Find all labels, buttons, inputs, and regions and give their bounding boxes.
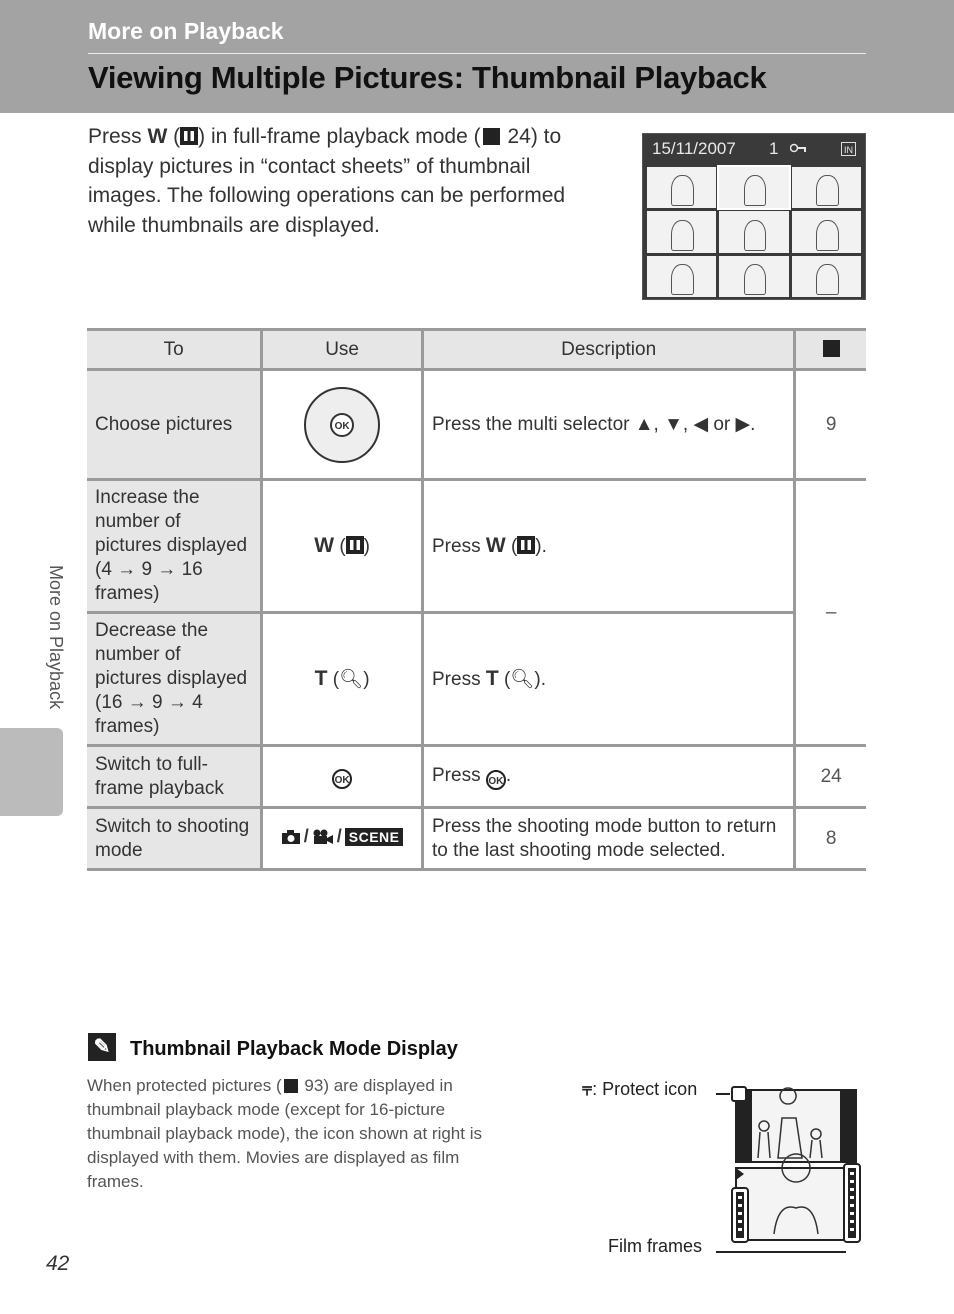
thumbnail-cell: [719, 211, 788, 252]
col-header-use: Use: [262, 330, 423, 370]
row-use: [262, 746, 423, 808]
thumbnail-grid: [647, 167, 861, 297]
zoom-in-key: T: [485, 666, 499, 690]
screen-frame-count: 1: [769, 139, 779, 158]
protect-icon: ⫧: [582, 1079, 593, 1099]
thumbnail-screen-illustration: [642, 133, 866, 300]
zoom-out-key: W: [314, 534, 335, 557]
ok-button-icon: OK: [330, 413, 354, 437]
ok-button-icon: OK: [486, 770, 506, 790]
page-reference-icon: [823, 340, 840, 357]
row-description: Press T (🔍︎).: [423, 613, 795, 746]
screen-date: 15/11/2007: [652, 139, 736, 158]
protect-film-diagram: [716, 1084, 862, 1256]
row-use: T (🔍︎): [262, 613, 423, 746]
row-description: Press the shooting mode button to return to the last shooting mode selected.: [423, 808, 795, 870]
page-number: 42: [46, 1252, 70, 1275]
magnify-icon: 🔍︎: [339, 669, 364, 690]
table-row: [87, 480, 866, 613]
movie-camera-icon: [312, 829, 334, 845]
protect-key-icon: [790, 142, 810, 154]
intro-text-2: in full-frame playback mode (: [205, 125, 481, 148]
thumbnail-cell: [719, 256, 788, 297]
thumbnail-cell: [719, 167, 788, 208]
thumbnail-icon: [517, 536, 535, 554]
row-page: –: [795, 480, 866, 746]
thumbnail-cell: [792, 256, 861, 297]
film-frames-label: Film frames: [608, 1236, 702, 1256]
zoom-out-key: W: [485, 533, 506, 557]
table-row: [87, 613, 866, 746]
zoom-out-key: W: [147, 125, 168, 148]
shooting-mode-icons: / / SCENE: [281, 826, 404, 847]
row-use: [262, 370, 423, 480]
camera-icon: [281, 829, 301, 845]
table-row: [87, 808, 866, 870]
intro-text-3: ) to display pictures in “contact sheets” of thumbnail images. The following operations can be performed while thumbnails are displayed.: [88, 125, 566, 237]
section-title: More on Playback: [88, 18, 284, 44]
row-to: Switch to full-frame playback: [87, 746, 262, 808]
zoom-in-key: T: [314, 667, 328, 690]
page-title: Viewing Multiple Pictures: Thumbnail Playback: [88, 60, 767, 95]
intro-paragraph: Press W ( ) in full-frame playback mode ( 24) to display pictures in “contact sheets” of thumbnail images. The following operations can be performed while thumbnails are displayed.: [88, 125, 566, 237]
scene-icon: SCENE: [345, 828, 404, 846]
note-body: When protected pictures ( 93) are displayed in thumbnail playback mode (except for 16-picture thumbnail playback mode), the icon shown at right is displayed with them. Movies are displayed as film frames.: [87, 1076, 482, 1191]
thumbnail-cell: [647, 167, 716, 208]
row-use: [262, 808, 423, 870]
thumbnail-icon: [346, 536, 364, 554]
row-use: W ( ): [262, 480, 423, 613]
page-reference-icon: [284, 1079, 298, 1093]
col-header-page-ref: [795, 330, 866, 370]
thumbnail-icon: [180, 127, 198, 145]
thumbnail-cell: [647, 211, 716, 252]
col-header-to: To: [87, 330, 262, 370]
row-page: 9: [795, 370, 866, 480]
thumbnail-cell: [647, 256, 716, 297]
note-pencil-icon: ✎: [88, 1033, 116, 1061]
row-description: Press the multi selector ▲, ▼, ◀ or ▶.: [423, 370, 795, 480]
internal-memory-icon: IN: [841, 142, 856, 156]
intro-text-1: Press: [88, 125, 148, 148]
multi-selector-icon: [304, 387, 380, 463]
protect-icon-label: ⫧: Protect icon: [582, 1079, 698, 1099]
ok-button-icon: OK: [332, 769, 352, 789]
magnify-icon: 🔍︎: [510, 668, 535, 690]
row-to: Decrease the number of pictures displayed (16 → 9 → 4 frames): [87, 613, 262, 746]
table-row: [87, 746, 866, 808]
page-reference-icon: [483, 128, 500, 145]
row-page: 8: [795, 808, 866, 870]
row-description: Press W ( ).: [423, 480, 795, 613]
row-description: Press OK .: [423, 746, 795, 808]
thumbnail-cell: [792, 167, 861, 208]
sidebar-chapter-label: More on Playback: [46, 565, 66, 710]
thumbnail-cell: [792, 211, 861, 252]
note-title: Thumbnail Playback Mode Display: [130, 1038, 458, 1060]
row-page: 24: [795, 746, 866, 808]
row-to: Choose pictures: [87, 370, 262, 480]
row-to: Switch to shooting mode: [87, 808, 262, 870]
operations-table: [87, 328, 866, 871]
sidebar-tab: [0, 728, 63, 816]
page-header: [0, 0, 954, 113]
header-divider: [88, 53, 866, 54]
screen-status-bar: [643, 134, 865, 164]
col-header-description: Description: [423, 330, 795, 370]
table-header-row: [87, 330, 866, 370]
row-to: Increase the number of pictures displayed (4 → 9 → 16 frames): [87, 480, 262, 613]
table-row: [87, 370, 866, 480]
intro-page-ref: 24: [507, 125, 531, 148]
